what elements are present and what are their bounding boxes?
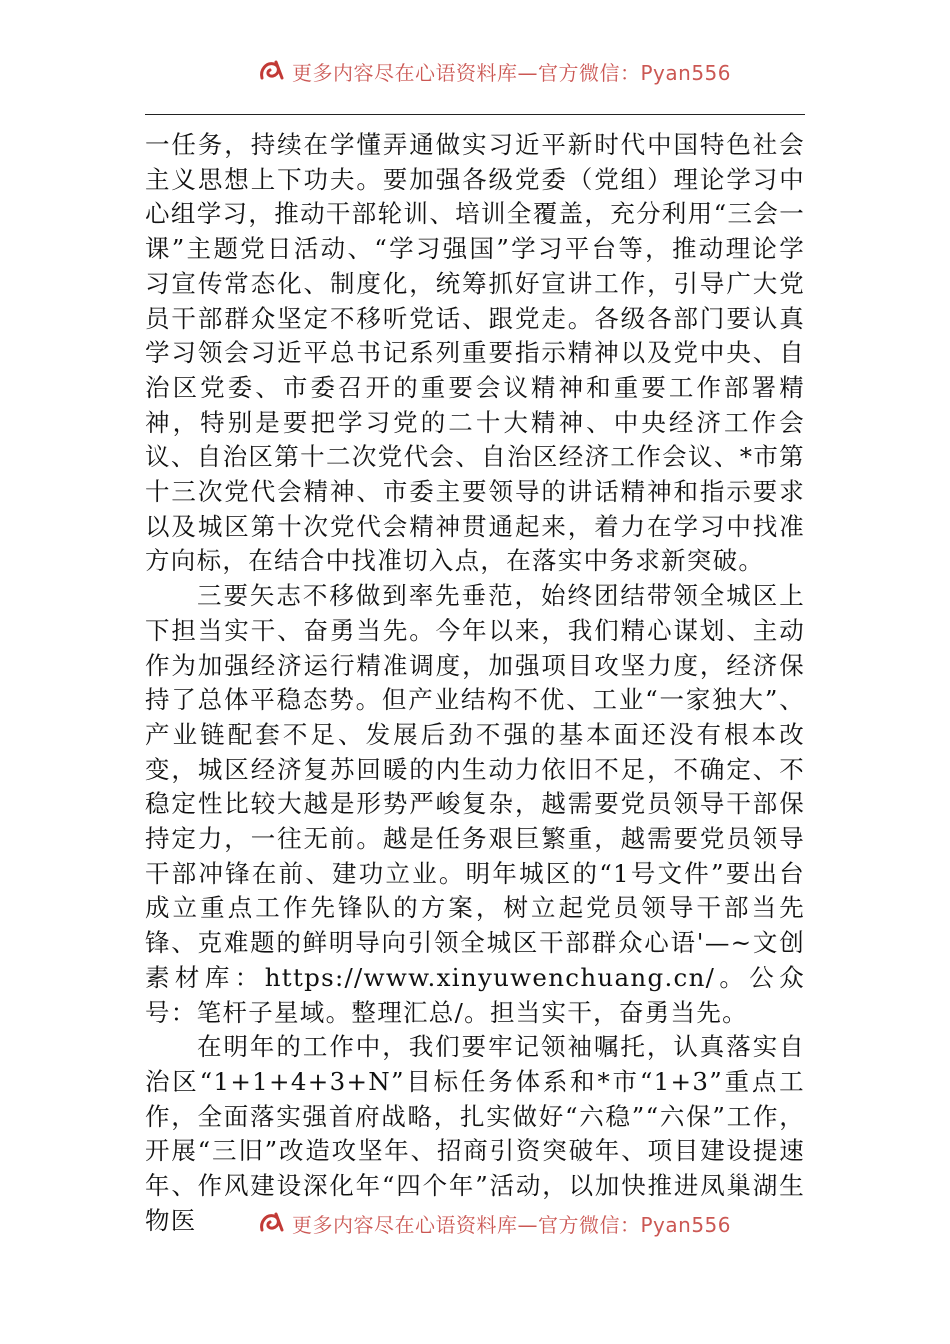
watermark-logo-icon [258, 58, 286, 84]
paragraph: 一任务，持续在学懂弄通做实习近平新时代中国特色社会主义思想上下功夫。要加强各级党委（党组）理论学习中心组学习，推动干部轮训、培训全覆盖，充分利用“三会一课”主题党日活动、“学习强国”学习平台等，推动理论学习宣传常态化、制度化，统筹抓好宣讲工作，引导广大党员干部群众坚定不移听党话、跟党走。各级各部门要认真学习领会习近平总书记系列重要指示精神以及党中央、自治区党委、市委召开的重要会议精神和重要工作部署精神，特别是要把学习党的二十大精神、中央经济工作会议、自治区第十二次党代会、自治区经济工作会议、*市第十三次党代会精神、市委主要领导的讲话精神和指示要求以及城区第十次党代会精神贯通起来，着力在学习中找准方向标，在结合中找准切入点，在落实中务求新突破。 [145, 130, 805, 576]
watermark-text: 更多内容尽在心语资料库—官方微信：Pyan556 [292, 1212, 732, 1237]
header-watermark [258, 56, 731, 86]
document-body [145, 128, 805, 1239]
watermark-text: 更多内容尽在心语资料库—官方微信：Pyan556 [292, 60, 732, 85]
watermark-logo-icon [258, 1210, 286, 1236]
paragraph: 在明年的工作中，我们要牢记领袖嘱托，认真落实自治区“1+1+4+3+N”目标任务体系和*市“1+3”重点工作，全面落实强首府战略，扎实做好“六稳”“六保”工作，开展“三旧”改造攻坚年、招商引资突破年、项目建设提速年、作风建设深化年“四个年”活动，以加快推进凤巢湖生物医 [145, 1032, 805, 1235]
footer-watermark [258, 1208, 731, 1238]
header-divider [145, 114, 805, 115]
paragraph: 三要矢志不移做到率先垂范，始终团结带领全城区上下担当实干、奋勇当先。今年以来，我们精心谋划、主动作为加强经济运行精准调度，加强项目攻坚力度，经济保持了总体平稳态势。但产业结构不优、工业“一家独大”、产业链配套不足、发展后劲不强的基本面还没有根本改变，城区经济复苏回暖的内生动力依旧不足，不确定、不稳定性比较大越是形势严峻复杂，越需要党员领导干部保持定力，一往无前。越是任务艰巨繁重，越需要党员领导干部冲锋在前、建功立业。明年城区的“1号文件”要出台成立重点工作先锋队的方案，树立起党员领导干部当先锋、克难题的鲜明导向引领全城区干部群众心语'—~文创素材库：https://www.xinyuwenchuang.cn/。公众号：笔杆子星域。整理汇总/。担当实干，奋勇当先。 [145, 581, 805, 1027]
